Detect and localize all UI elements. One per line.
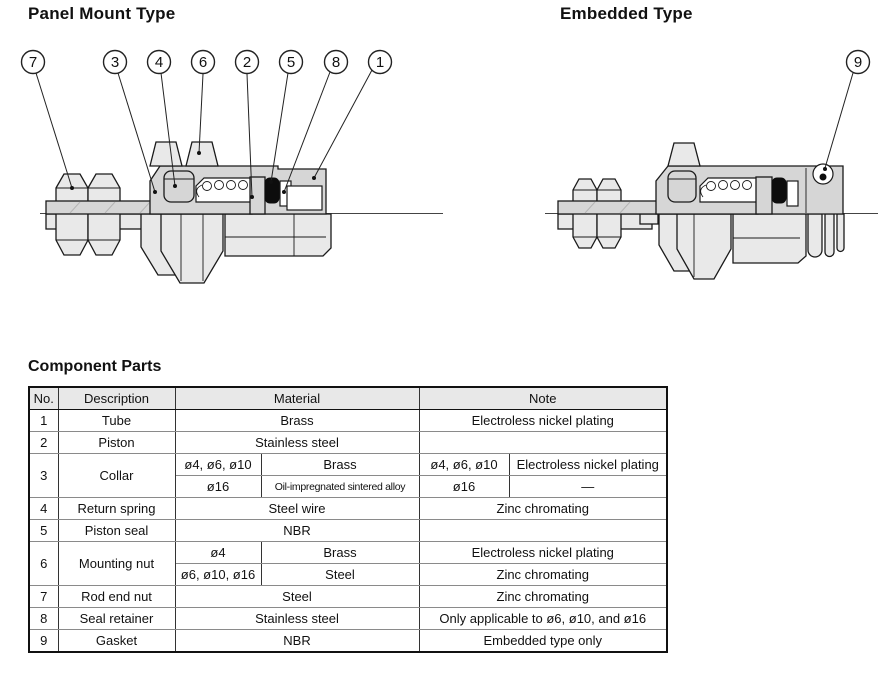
cell-no: 2 — [29, 432, 58, 454]
cell-material-size: ø4, ø6, ø10 — [175, 454, 261, 476]
table-row — [29, 608, 667, 630]
svg-text:6: 6 — [198, 54, 208, 71]
embedded-ring — [808, 214, 822, 257]
cell-description: Tube — [58, 410, 175, 432]
cell-note-size: ø4, ø6, ø10 — [419, 454, 509, 476]
panel-mount-diagram — [22, 51, 444, 284]
table-row — [29, 520, 667, 542]
svg-text:2: 2 — [242, 54, 252, 71]
cell-material: Steel wire — [175, 498, 419, 520]
svg-text:8: 8 — [331, 54, 341, 71]
cell-no: 9 — [29, 630, 58, 653]
table-row — [29, 542, 667, 564]
cell-note: — — [509, 476, 667, 498]
cell-material: Oil-impregnated sintered alloy — [261, 476, 419, 498]
cell-no: 5 — [29, 520, 58, 542]
cell-no: 6 — [29, 542, 58, 586]
mounting-nut-top-facet — [150, 142, 182, 166]
panel-mount-title: Panel Mount Type — [28, 4, 176, 23]
cell-material: Brass — [261, 454, 419, 476]
cell-note — [419, 432, 667, 454]
cell-description: Return spring — [58, 498, 175, 520]
embedded-ring — [825, 214, 834, 257]
cell-description: Collar — [58, 454, 175, 498]
table-row — [29, 432, 667, 454]
cell-description: Seal retainer — [58, 608, 175, 630]
cell-no: 4 — [29, 498, 58, 520]
component-parts-section — [28, 386, 668, 653]
component-parts-title: Component Parts — [28, 358, 162, 375]
port-cavity — [287, 186, 322, 210]
callout-7 — [22, 51, 45, 74]
cell-description: Rod end nut — [58, 586, 175, 608]
cell-note — [419, 520, 667, 542]
header-material: Material — [175, 387, 419, 410]
cell-note: Electroless nickel plating — [509, 454, 667, 476]
table-row — [29, 498, 667, 520]
callout-8 — [325, 51, 348, 74]
gasket-dot — [820, 174, 826, 180]
svg-text:1: 1 — [375, 54, 385, 71]
callout-6 — [192, 51, 215, 74]
cell-no: 3 — [29, 454, 58, 498]
cell-material-size: ø16 — [175, 476, 261, 498]
cell-material: Steel — [261, 564, 419, 586]
cell-note: Electroless nickel plating — [419, 542, 667, 564]
svg-text:9: 9 — [853, 54, 863, 71]
collar-section — [164, 171, 194, 202]
table-row — [29, 630, 667, 653]
cell-material: Stainless steel — [175, 432, 419, 454]
header-note: Note — [419, 387, 667, 410]
cell-note: Zinc chromating — [419, 564, 667, 586]
cell-note: Embedded type only — [419, 630, 667, 653]
mounting-nut-top-facet — [668, 143, 700, 166]
callout-4 — [148, 51, 171, 74]
cell-material: Stainless steel — [175, 608, 419, 630]
cell-material-size: ø6, ø10, ø16 — [175, 564, 261, 586]
cell-no: 8 — [29, 608, 58, 630]
cell-material: NBR — [175, 520, 419, 542]
callout-9 — [847, 51, 870, 74]
callout-3 — [104, 51, 127, 74]
cell-no: 1 — [29, 410, 58, 432]
cell-material: Steel — [175, 586, 419, 608]
cell-note: Only applicable to ø6, ø10, and ø16 — [419, 608, 667, 630]
cell-description: Piston — [58, 432, 175, 454]
mounting-nut-top-facet — [186, 142, 218, 166]
header-no: No. — [29, 387, 58, 410]
svg-text:4: 4 — [154, 54, 164, 71]
embedded-diagram — [545, 51, 878, 280]
table-header-row — [29, 387, 667, 410]
header-description: Description — [58, 387, 175, 410]
embedded-title: Embedded Type — [560, 4, 693, 23]
piston-seal-section — [772, 178, 786, 203]
cell-note: Zinc chromating — [419, 586, 667, 608]
cell-material: Brass — [175, 410, 419, 432]
cell-note: Electroless nickel plating — [419, 410, 667, 432]
embedded-ring — [837, 214, 844, 252]
callout-2 — [236, 51, 259, 74]
callout-1 — [369, 51, 392, 74]
body-cylinder-lower — [225, 214, 331, 256]
piston-section — [756, 177, 772, 214]
body-cylinder-lower — [733, 214, 806, 263]
component-parts-table — [28, 386, 668, 653]
cell-note: Zinc chromating — [419, 498, 667, 520]
cell-description: Piston seal — [58, 520, 175, 542]
cell-material: NBR — [175, 630, 419, 653]
rod-step — [640, 214, 658, 224]
svg-text:5: 5 — [286, 54, 296, 71]
collar-section — [668, 171, 696, 202]
svg-text:3: 3 — [110, 54, 120, 71]
cell-no: 7 — [29, 586, 58, 608]
cell-note-size: ø16 — [419, 476, 509, 498]
cell-material-size: ø4 — [175, 542, 261, 564]
table-row — [29, 410, 667, 432]
cell-description: Gasket — [58, 630, 175, 653]
cell-description: Mounting nut — [58, 542, 175, 586]
table-row — [29, 454, 667, 476]
table-row — [29, 586, 667, 608]
callout-5 — [280, 51, 303, 74]
cell-material: Brass — [261, 542, 419, 564]
seal-retainer-section — [787, 181, 798, 206]
svg-text:7: 7 — [28, 54, 38, 71]
